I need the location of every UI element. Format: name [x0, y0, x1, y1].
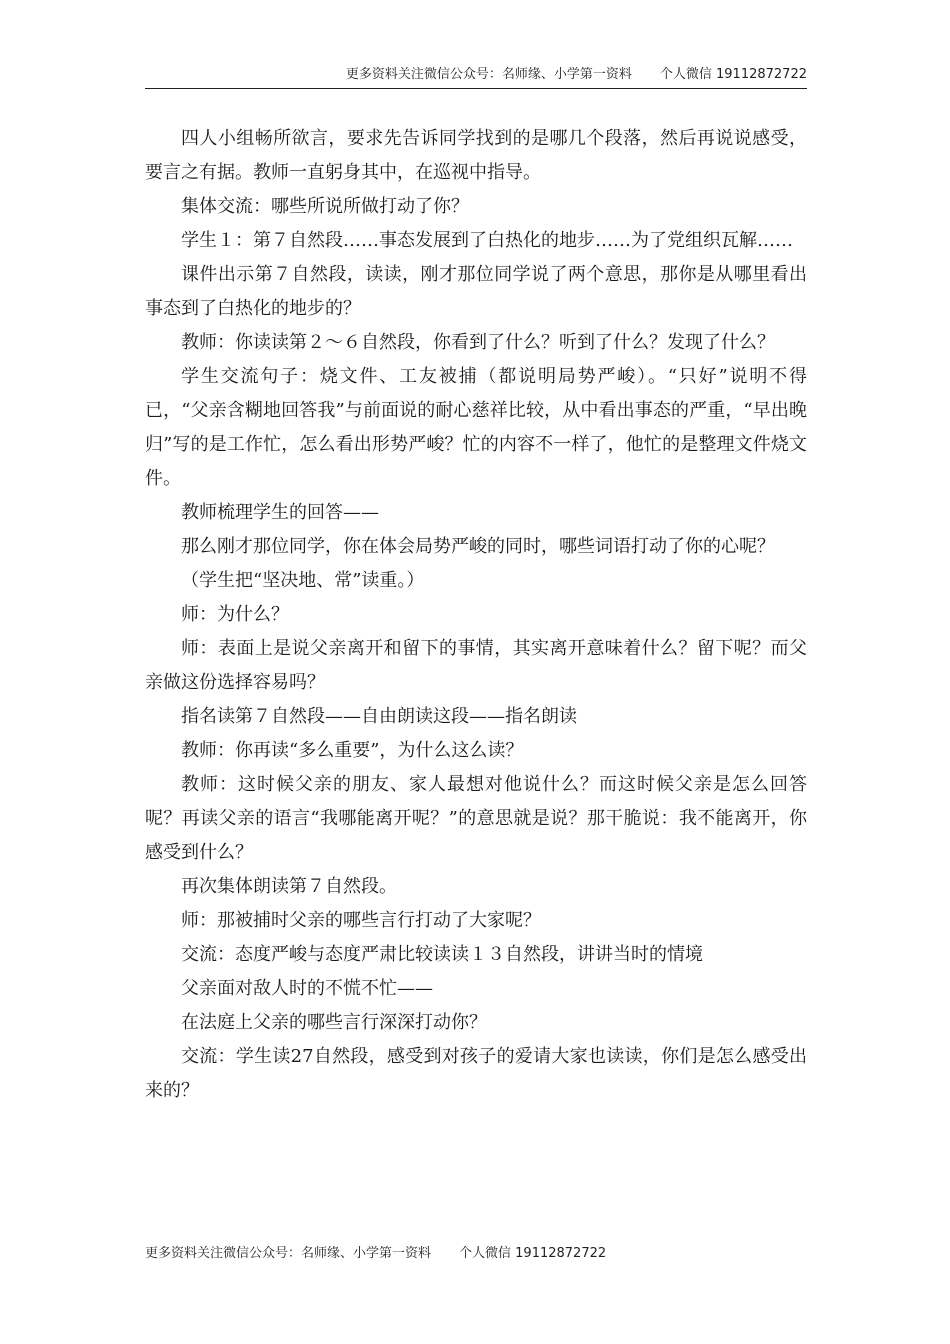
paragraph: 那么刚才那位同学，你在体会局势严峻的同时，哪些词语打动了你的心呢？: [181, 536, 775, 557]
paragraph: 再次集体朗读第７自然段。: [181, 876, 397, 897]
paragraph: （学生把“坚决地、常”读重。）: [181, 570, 425, 591]
paragraph: 学生１：第７自然段……事态发展到了白热化的地步……为了党组织瓦解……: [181, 230, 793, 251]
paragraph: 在法庭上父亲的哪些言行深深打动你？: [181, 1012, 487, 1033]
header-contact-text: 个人微信 19112872722: [659, 67, 807, 82]
header-promo-text: 更多资料关注微信公众号：名师缘、小学第一资料: [345, 67, 632, 82]
paragraph: 父亲面对敌人时的不慌不忙——: [181, 978, 433, 999]
document-body: [145, 122, 807, 1108]
page-footer: [145, 1245, 606, 1263]
paragraph: 教师：你读读第２～６自然段，你看到了什么？听到了什么？发现了什么？: [181, 332, 775, 353]
paragraph: 课件出示第７自然段，读读，刚才那位同学说了两个意思，那你是从哪里看出事态到了白热化的地步的？: [145, 264, 807, 319]
paragraph: 指名读第７自然段——自由朗读这段——指名朗读: [181, 706, 577, 727]
paragraph: 师：表面上是说父亲离开和留下的事情，其实离开意味着什么？留下呢？而父亲做这份选择容易吗？: [145, 638, 807, 693]
paragraph: 师：那被捕时父亲的哪些言行打动了大家呢？: [181, 910, 541, 931]
footer-contact-text: 个人微信 19112872722: [459, 1246, 607, 1261]
paragraph: 教师：这时候父亲的朋友、家人最想对他说什么？而这时候父亲是怎么回答呢？再读父亲的语言“我哪能离开呢？”的意思就是说？那干脆说：我不能离开，你感受到什么？: [145, 774, 807, 863]
paragraph: 师：为什么？: [181, 604, 289, 625]
paragraph: 交流：学生读27自然段，感受到对孩子的爱请大家也读读，你们是怎么感受出来的？: [145, 1046, 807, 1101]
paragraph: 教师梳理学生的回答——: [181, 502, 379, 523]
paragraph: 学生交流句子：烧文件、工友被捕（都说明局势严峻）。“只好”说明不得已，“父亲含糊地回答我”与前面说的耐心慈祥比较，从中看出事态的严重，“早出晚归”写的是工作忙，怎么看出形势严峻？忙的内容不一样了，他忙的是整理文件烧文件。: [145, 366, 807, 489]
page-header: [145, 66, 807, 84]
header-divider: [145, 88, 807, 89]
paragraph: 教师：你再读“多么重要”，为什么这么读？: [181, 740, 524, 761]
paragraph: 交流：态度严峻与态度严肃比较读读１３自然段，讲讲当时的情境: [181, 944, 703, 965]
footer-promo-text: 更多资料关注微信公众号：名师缘、小学第一资料: [145, 1246, 432, 1261]
paragraph: 四人小组畅所欲言，要求先告诉同学找到的是哪几个段落，然后再说说感受，要言之有据。教师一直躬身其中，在巡视中指导。: [145, 128, 807, 183]
paragraph: 集体交流：哪些所说所做打动了你？: [181, 196, 469, 217]
